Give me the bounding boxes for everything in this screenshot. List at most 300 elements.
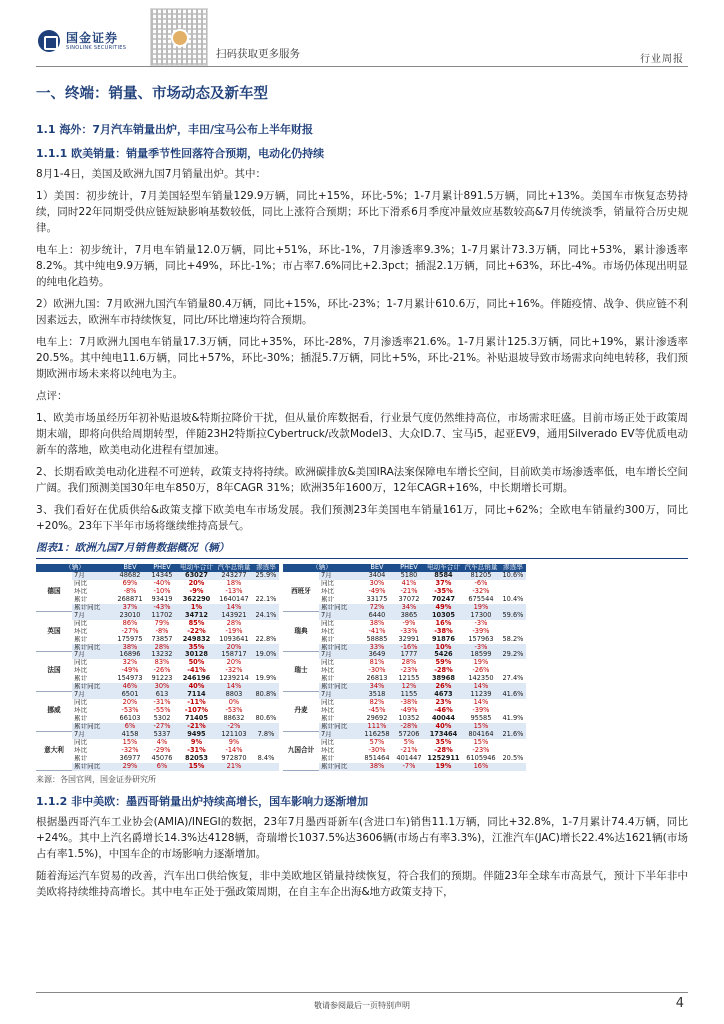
table-row	[36, 699, 279, 707]
page-number: 4	[675, 996, 684, 1011]
value-cell: 6105946	[466, 754, 496, 762]
value-cell: 19%	[462, 604, 500, 612]
value-cell: 14%	[462, 683, 500, 691]
value-cell: -22%	[187, 627, 206, 635]
value-cell: 57%	[369, 738, 385, 746]
value-cell: 80.8%	[253, 691, 279, 699]
value-cell: 20%	[188, 579, 205, 587]
value-cell	[500, 723, 526, 731]
table-row	[36, 580, 279, 588]
metric-cell: 环比	[320, 587, 335, 595]
value-cell	[253, 699, 279, 707]
value-cell: 18599	[462, 651, 500, 659]
value-cell: 5%	[403, 738, 415, 746]
value-cell: 1640147	[219, 595, 249, 603]
value-cell	[253, 763, 279, 771]
value-cell: 12%	[393, 683, 425, 691]
paragraph: 1、欧美市场虽经历年初补贴退坡&特斯拉降价干扰，但从量价库数据看，行业景气度仍然维持高位，市场需求旺盛。目前市场正处于政策周期末端，即将向供给周期转型，伴随23H2特斯拉Cybertruck/改款Model3、大众ID.7、宝马i5，起亚EV9，通用Silverado EV等优质电动新车的落地，欧美电动化进程有望加速。	[36, 412, 688, 456]
table-header-cell: BEV	[114, 564, 146, 572]
value-cell: 23%	[435, 699, 452, 707]
value-cell: 82%	[369, 699, 385, 707]
value-cell: 33%	[361, 644, 393, 652]
table-row	[283, 596, 526, 604]
section-title: 一、终端：销量、市场动态及新车型	[36, 86, 268, 102]
metric-cell: 环比	[320, 746, 335, 754]
value-cell: 79%	[154, 619, 170, 627]
table-row	[283, 572, 526, 580]
metric-cell: 累计	[74, 754, 88, 762]
metric-cell: 7月	[72, 691, 114, 699]
value-cell: 35%	[435, 738, 452, 746]
value-cell	[253, 683, 279, 691]
value-cell: -23%	[400, 667, 418, 675]
value-cell	[500, 707, 526, 715]
table-row	[36, 644, 279, 652]
value-cell: -27%	[146, 723, 178, 731]
value-cell: 22.1%	[255, 595, 277, 603]
value-cell: -41%	[368, 627, 386, 635]
value-cell: 30%	[369, 579, 385, 587]
value-cell: 14%	[215, 604, 253, 612]
value-cell: 20%	[215, 644, 253, 652]
value-cell: -38%	[400, 699, 418, 707]
metric-cell: 同比	[74, 738, 88, 746]
table-row	[283, 675, 526, 683]
value-cell: 142350	[468, 675, 494, 683]
metric-cell: 环比	[74, 587, 88, 595]
value-cell	[500, 747, 526, 755]
value-cell: 38968	[431, 675, 455, 683]
metric-cell: 7月	[319, 731, 361, 739]
country-cell: 九国合计	[283, 731, 319, 771]
metric-cell: 7月	[72, 651, 114, 659]
value-cell: 175975	[117, 635, 143, 643]
table-row	[283, 604, 526, 612]
header-divider	[36, 66, 688, 67]
value-cell: 70247	[431, 595, 455, 603]
value-cell	[500, 667, 526, 675]
metric-cell: 同比	[320, 619, 335, 627]
value-cell: -26%	[153, 667, 171, 675]
value-cell: 40044	[431, 715, 455, 723]
value-cell: 86%	[122, 619, 138, 627]
value-cell: 88632	[223, 715, 245, 723]
value-cell: -10%	[153, 587, 171, 595]
value-cell: 249832	[182, 635, 211, 643]
table-row	[283, 580, 526, 588]
value-cell: 21%	[215, 763, 253, 771]
value-cell: 28%	[146, 644, 178, 652]
country-cell: 意大利	[36, 731, 72, 771]
value-cell: 14%	[215, 683, 253, 691]
metric-cell: 累计同比	[72, 723, 114, 731]
table-row	[283, 763, 526, 771]
value-cell: 9%	[190, 738, 203, 746]
value-cell: 16%	[435, 619, 452, 627]
table-row	[283, 620, 526, 628]
sales-tables	[36, 564, 688, 771]
value-cell: -38%	[434, 627, 453, 635]
value-cell: 59%	[435, 659, 452, 667]
value-cell: 17300	[462, 612, 500, 620]
value-cell: 16896	[114, 651, 146, 659]
paragraph: 8月1-4日，美国及欧洲九国7月销量出炉。其中：	[36, 168, 267, 180]
value-cell: 25.9%	[253, 572, 279, 580]
value-cell: 5337	[146, 731, 178, 739]
metric-cell: 同比	[74, 659, 88, 667]
value-cell: 59.6%	[500, 612, 526, 620]
metric-cell: 同比	[74, 699, 88, 707]
metric-cell: 累计	[320, 715, 335, 723]
paragraph: 点评：	[36, 390, 68, 402]
metric-cell: 环比	[320, 707, 335, 715]
value-cell: 28%	[401, 659, 417, 667]
value-cell: 26%	[425, 683, 462, 691]
table-row	[36, 588, 279, 596]
value-cell: 362290	[182, 595, 211, 603]
metric-cell: 累计	[320, 635, 335, 643]
value-cell: -39%	[472, 707, 490, 715]
metric-cell: 累计同比	[319, 723, 361, 731]
value-cell: 12155	[398, 675, 420, 683]
value-cell: -9%	[189, 587, 204, 595]
value-cell: 41%	[401, 579, 417, 587]
value-cell: 6440	[361, 612, 393, 620]
metric-cell: 环比	[320, 627, 335, 635]
value-cell: 63027	[178, 572, 215, 580]
table-row	[283, 723, 526, 731]
value-cell	[253, 620, 279, 628]
metric-cell: 累计	[320, 595, 335, 603]
value-cell: 73857	[151, 635, 173, 643]
value-cell: -29%	[153, 746, 171, 754]
country-cell: 瑞典	[283, 612, 319, 652]
value-cell: 1%	[178, 604, 215, 612]
value-cell: 29%	[114, 763, 146, 771]
value-cell: 401447	[396, 754, 422, 762]
logo-name-en: SINOLINK SECURITIES	[66, 44, 127, 51]
value-cell: 173464	[425, 731, 462, 739]
value-cell: 38%	[369, 619, 385, 627]
country-cell: 挪威	[36, 691, 72, 731]
paragraph: 3、我们看好在优质供给&政策支撑下欧美电车市场发展。我们预测23年美国电车销量161万，同比+62%；全欧电车销量约300万，同比+20%。23年下半年市场将继续维持高景气。	[36, 504, 688, 532]
table-header-cell: 汽车总销量	[215, 564, 253, 572]
paragraph: 电车上：初步统计，7月电车销量12.0万辆，同比+51%，环比-1%，7月渗透率9.3%；1-7月累计73.3万辆，同比+53%，累计渗透率8.2%。其中纯电9.9万辆，同比+49%，环比-1%；市占率7.6%同比+2.3pct；插混2.1万辆，同比+63%，环比-4%。市场仍体现出明显的纯电化趋势。	[36, 244, 688, 288]
table-row	[36, 675, 279, 683]
sales-table-right	[283, 564, 526, 771]
value-cell: -8%	[155, 627, 169, 635]
value-cell: 45076	[151, 754, 173, 762]
value-cell	[500, 580, 526, 588]
qr-code-icon[interactable]	[150, 8, 208, 66]
metric-cell: 7月	[319, 572, 361, 580]
table-header-cell: BEV	[361, 564, 393, 572]
value-cell: 5302	[153, 715, 171, 723]
table-header-cell: （辆）	[36, 564, 114, 572]
value-cell	[253, 747, 279, 755]
logo-name: 国金证券	[66, 30, 119, 45]
value-cell	[500, 683, 526, 691]
value-cell: -35%	[434, 587, 453, 595]
metric-cell: 同比	[74, 579, 88, 587]
value-cell: -7%	[393, 763, 425, 771]
value-cell: 6%	[114, 723, 146, 731]
value-cell: -32%	[121, 746, 139, 754]
value-cell: 3649	[361, 651, 393, 659]
table-header-cell: PHEV	[393, 564, 425, 572]
value-cell: -33%	[400, 627, 418, 635]
table-row	[36, 604, 279, 612]
value-cell: 6%	[146, 763, 178, 771]
metric-cell: 累计同比	[319, 683, 361, 691]
value-cell: 11239	[462, 691, 500, 699]
value-cell: -21%	[178, 723, 215, 731]
paragraph: 根据墨西哥汽车工业协会(AMIA)/INEGI的数据，23年7月墨西哥新车(含进口车)销售11.1万辆，同比+32.8%，1-7月累计74.4万辆，同比+24%。其中上汽名爵增长14.3%达4128辆，奇瑞增长1037.5%达3606辆(市场占有率3.3%)，江淮汽车(JAC)增长22.4%达1621辆(市场占有率1.5%)，中国车企的市场影响力逐渐增加。	[36, 816, 688, 861]
metric-cell: 同比	[74, 619, 88, 627]
value-cell: 23010	[114, 612, 146, 620]
value-cell: 7.8%	[253, 731, 279, 739]
country-cell: 西班牙	[283, 572, 319, 612]
value-cell: 18%	[226, 579, 242, 587]
table-header-cell: 渗透率	[500, 564, 526, 572]
value-cell: 40%	[425, 723, 462, 731]
value-cell: 72%	[361, 604, 393, 612]
logo	[38, 30, 126, 52]
value-cell	[253, 667, 279, 675]
value-cell: 19.9%	[255, 675, 277, 683]
value-cell: -45%	[368, 707, 386, 715]
value-cell	[500, 739, 526, 747]
value-cell: 8803	[215, 691, 253, 699]
subsubsection-title: 1.1.1 欧美销量：销量季节性回落符合预期，电动化仍持续	[36, 147, 325, 160]
value-cell: -13%	[225, 587, 243, 595]
table-row	[283, 667, 526, 675]
subsubsection-title: 1.1.2 非中美欧：墨西哥销量出炉持续高增长，国车影响力逐渐增加	[36, 795, 369, 809]
metric-cell: 7月	[72, 731, 114, 739]
value-cell: 91876	[431, 635, 455, 643]
value-cell: 35%	[178, 644, 215, 652]
value-cell: 972870	[221, 754, 247, 762]
value-cell: 37%	[435, 579, 452, 587]
table-row	[36, 636, 279, 644]
value-cell: 5180	[393, 572, 425, 580]
value-cell: -30%	[368, 746, 386, 754]
metric-cell: 同比	[320, 579, 335, 587]
value-cell: 13232	[146, 651, 178, 659]
value-cell: -107%	[184, 707, 209, 715]
metric-cell: 7月	[72, 612, 114, 620]
value-cell	[500, 644, 526, 652]
value-cell: 3518	[361, 691, 393, 699]
value-cell: 8584	[425, 572, 462, 580]
value-cell: 1239214	[219, 675, 249, 683]
value-cell: 32%	[122, 659, 138, 667]
report-category: 行业周报	[640, 54, 684, 65]
value-cell: 27.4%	[502, 675, 524, 683]
value-cell: -49%	[400, 707, 418, 715]
table-row	[283, 612, 526, 620]
value-cell: 34%	[393, 604, 425, 612]
value-cell: 15%	[462, 723, 500, 731]
value-cell: 5426	[425, 651, 462, 659]
value-cell: 1252911	[427, 754, 460, 762]
value-cell: 83%	[154, 659, 170, 667]
value-cell: -16%	[393, 644, 425, 652]
value-cell: -53%	[225, 707, 243, 715]
value-cell: 613	[146, 691, 178, 699]
metric-cell: 同比	[320, 659, 335, 667]
country-cell: 英国	[36, 612, 72, 652]
value-cell: 82053	[185, 754, 208, 762]
table-row	[36, 731, 279, 739]
value-cell: -55%	[153, 707, 171, 715]
paragraph: 电车上：7月欧洲九国电车销量17.3万辆，同比+35%，环比-28%，7月渗透率21.6%。1-7月累计125.3万辆，同比+19%，累计渗透率20.5%。其中纯电11.6万辆，同比+57%，环比-30%；插混5.7万辆，同比+5%，环比-21%。补贴退坡导致市场需求向纯电转移，我们预期欧洲市场未来将以纯电为主。	[36, 336, 688, 380]
value-cell	[253, 604, 279, 612]
page-header	[0, 0, 724, 66]
value-cell: 20%	[226, 659, 242, 667]
value-cell: -40%	[153, 579, 171, 587]
value-cell: -9%	[402, 619, 416, 627]
value-cell: 81%	[369, 659, 385, 667]
value-cell: 15%	[178, 763, 215, 771]
value-cell: 3404	[361, 572, 393, 580]
value-cell: 10.4%	[502, 595, 524, 603]
metric-cell: 环比	[74, 746, 88, 754]
value-cell	[500, 659, 526, 667]
table-row	[283, 683, 526, 691]
value-cell: 80.6%	[255, 715, 277, 723]
value-cell: 851464	[364, 754, 390, 762]
value-cell	[500, 763, 526, 771]
metric-cell: 环比	[74, 707, 88, 715]
value-cell: 19%	[425, 763, 462, 771]
footer-divider	[36, 992, 688, 993]
value-cell: 57206	[393, 731, 425, 739]
value-cell: -23%	[472, 746, 490, 754]
value-cell: 675544	[468, 595, 494, 603]
value-cell: 32991	[398, 635, 420, 643]
value-cell: 69%	[122, 579, 138, 587]
value-cell: 37%	[114, 604, 146, 612]
country-cell: 法国	[36, 651, 72, 691]
metric-cell: 7月	[72, 572, 114, 580]
value-cell: 3865	[393, 612, 425, 620]
table-row	[283, 731, 526, 739]
metric-cell: 环比	[74, 627, 88, 635]
table-row	[283, 699, 526, 707]
value-cell: -28%	[434, 667, 453, 675]
value-cell: 143921	[215, 612, 253, 620]
country-cell: 丹麦	[283, 691, 319, 731]
value-cell: 10352	[398, 715, 420, 723]
table-row	[36, 755, 279, 763]
value-cell: -43%	[146, 604, 178, 612]
table-row	[283, 644, 526, 652]
table-row	[36, 723, 279, 731]
value-cell: -53%	[121, 707, 139, 715]
value-cell: 154973	[117, 675, 143, 683]
table-row	[283, 691, 526, 699]
metric-cell: 累计同比	[72, 683, 114, 691]
value-cell: 40%	[178, 683, 215, 691]
value-cell: 14%	[473, 699, 489, 707]
value-cell: 71405	[185, 715, 208, 723]
table-row	[36, 612, 279, 620]
footer-disclaimer: 敬请参阅最后一页特别声明	[314, 1001, 410, 1010]
table-row	[36, 572, 279, 580]
value-cell: 41.9%	[502, 715, 524, 723]
value-cell: 4673	[425, 691, 462, 699]
table-row	[283, 715, 526, 723]
table-header-cell: 电动车合计	[180, 564, 213, 571]
value-cell	[253, 580, 279, 588]
value-cell: -14%	[225, 746, 243, 754]
value-cell	[253, 628, 279, 636]
value-cell	[253, 588, 279, 596]
metric-cell: 累计同比	[319, 604, 361, 612]
metric-cell: 同比	[320, 699, 335, 707]
value-cell: 33175	[366, 595, 388, 603]
metric-cell: 环比	[74, 667, 88, 675]
value-cell: 29.2%	[500, 651, 526, 659]
value-cell: 10.6%	[500, 572, 526, 580]
country-cell: 德国	[36, 572, 72, 612]
value-cell: 93419	[151, 595, 173, 603]
value-cell: -3%	[462, 644, 500, 652]
value-cell: 111%	[361, 723, 393, 731]
value-cell: -46%	[434, 707, 453, 715]
value-cell: 36977	[119, 754, 141, 762]
value-cell: 48682	[114, 572, 146, 580]
value-cell: 8.4%	[257, 754, 275, 762]
value-cell: -8%	[123, 587, 137, 595]
metric-cell: 7月	[319, 612, 361, 620]
paragraph: 1）美国：初步统计，7月美国轻型车销量129.9万辆，同比+15%，环比-5%；1-7月累计891.5万辆，同比+13%。美国车市恢复态势持续，同时22年同期受供应链短缺影响基数较低，同比上涨符合预期；环比下滑系6月季度冲量效应基数较高&7月传统淡季，销量符合历史规律。	[36, 190, 688, 234]
value-cell: 85%	[188, 619, 205, 627]
value-cell: -31%	[187, 746, 206, 754]
metric-cell: 累计	[74, 675, 88, 683]
value-cell: 19.0%	[253, 651, 279, 659]
value-cell: 157963	[468, 635, 494, 643]
logo-icon	[38, 30, 60, 52]
value-cell: 29692	[366, 715, 388, 723]
table-row	[36, 651, 279, 659]
value-cell: 26813	[366, 675, 388, 683]
value-cell: 21.6%	[500, 731, 526, 739]
metric-cell: 累计同比	[319, 763, 361, 771]
value-cell: -21%	[400, 746, 418, 754]
value-cell: -39%	[472, 627, 490, 635]
sales-table-left	[36, 564, 279, 771]
table-row	[36, 667, 279, 675]
value-cell: 34712	[178, 612, 215, 620]
value-cell: 116258	[361, 731, 393, 739]
value-cell: -26%	[472, 667, 490, 675]
table-row	[283, 659, 526, 667]
value-cell: -31%	[153, 699, 171, 707]
value-cell	[500, 588, 526, 596]
value-cell: 9495	[178, 731, 215, 739]
value-cell: -30%	[368, 667, 386, 675]
value-cell: 66103	[119, 715, 141, 723]
value-cell: 268871	[117, 595, 143, 603]
value-cell: 50%	[188, 659, 205, 667]
value-cell: 19%	[473, 659, 489, 667]
table-row	[36, 747, 279, 755]
table-row	[36, 628, 279, 636]
value-cell: 95585	[470, 715, 492, 723]
value-cell	[253, 659, 279, 667]
